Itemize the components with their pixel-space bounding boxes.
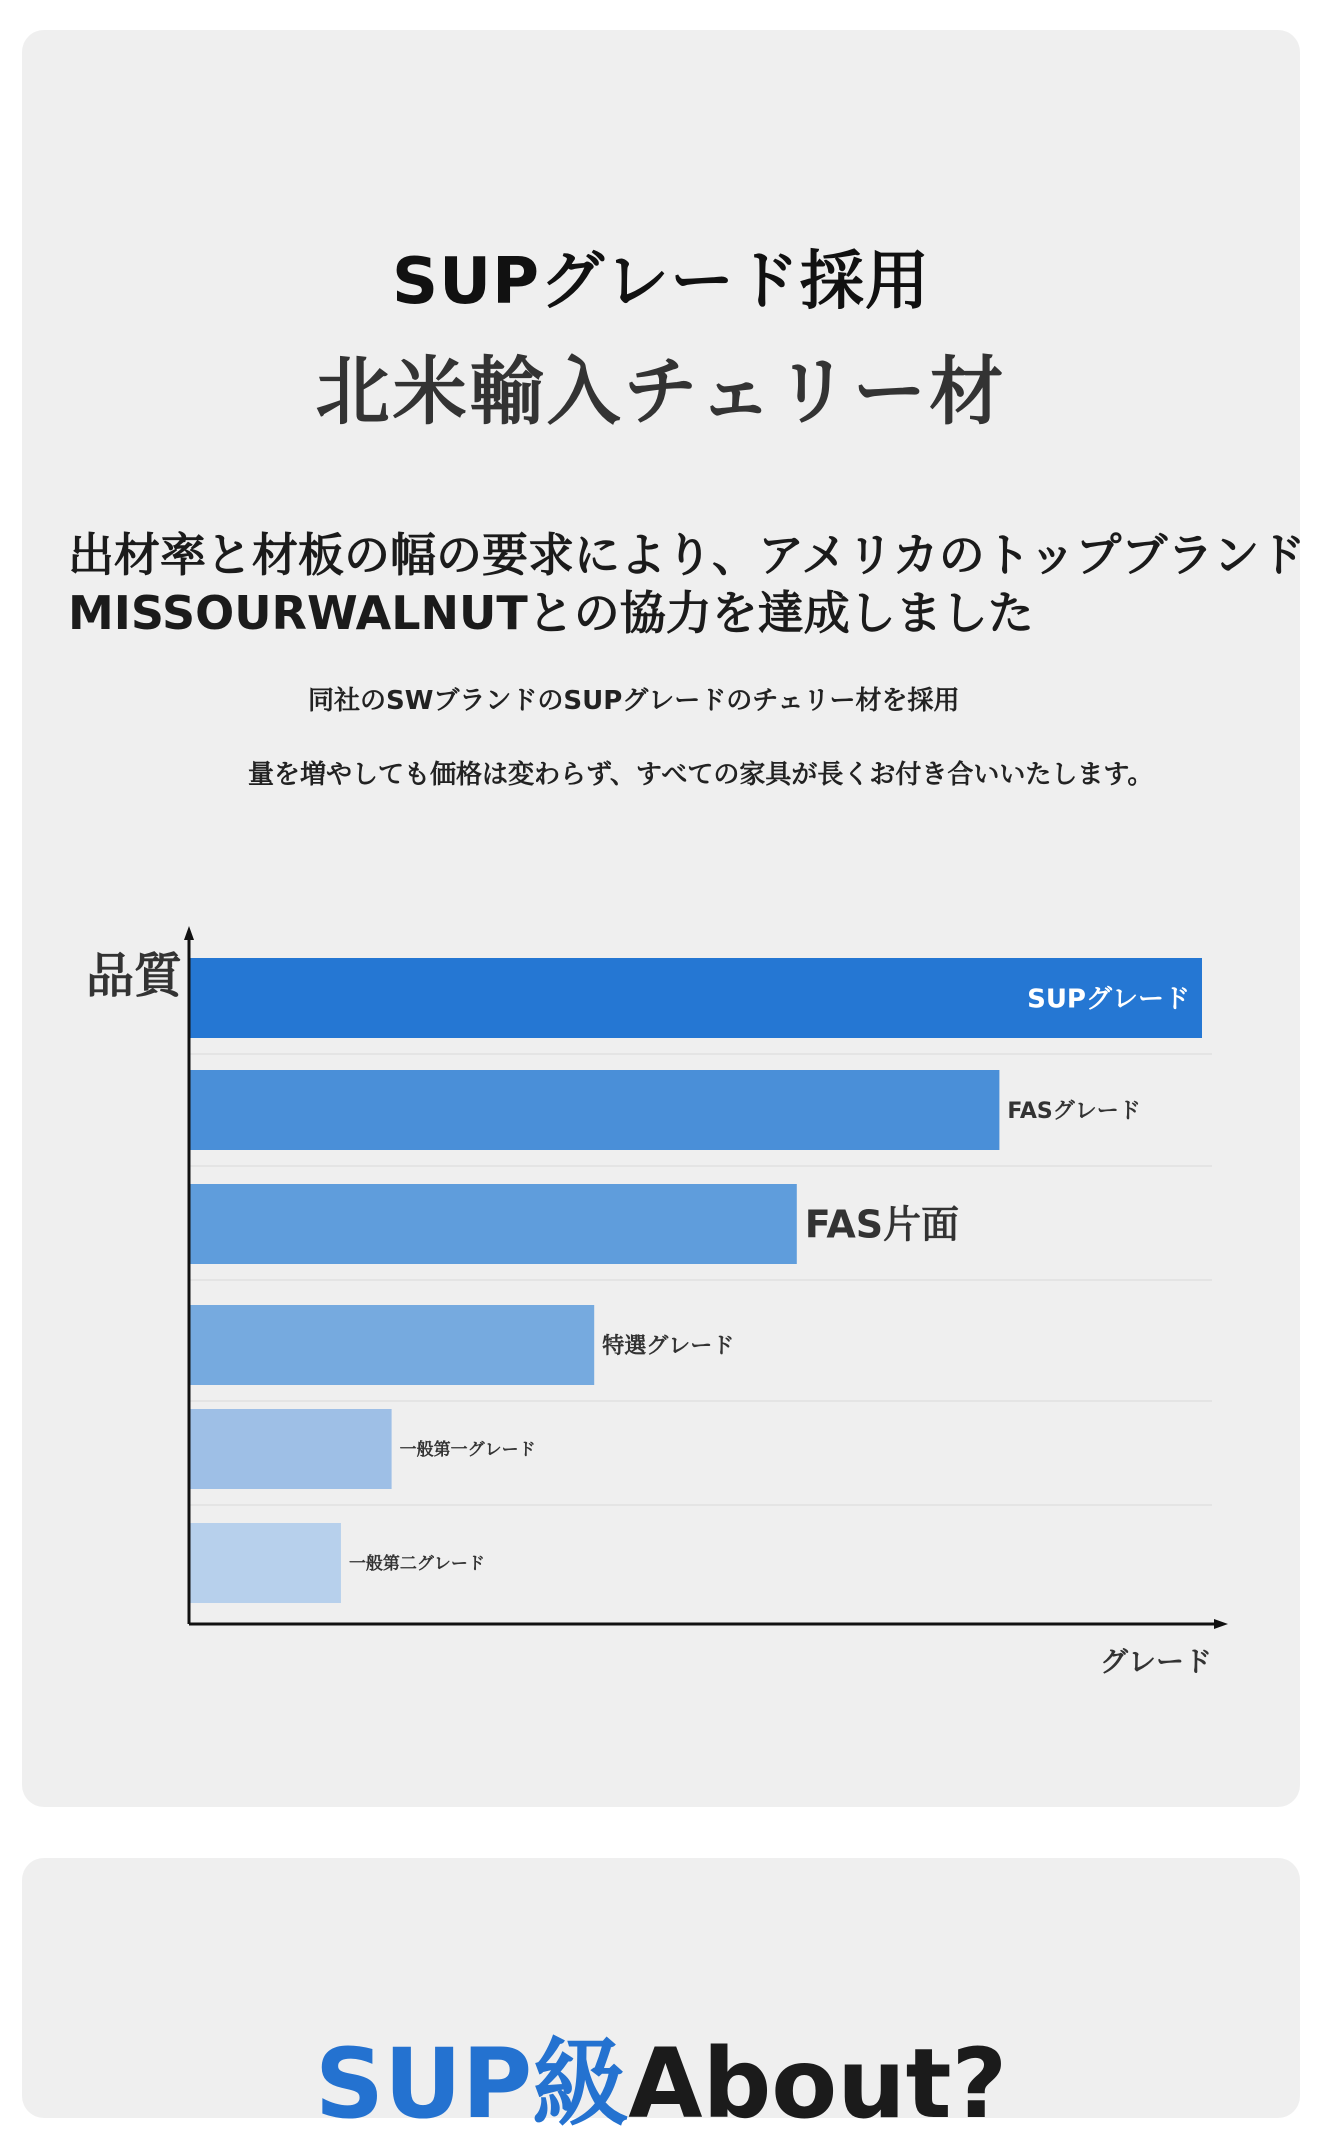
description-subtext-1: 同社のSWブランドのSUPグレードのチェリー材を採用 (308, 686, 960, 716)
bar-4 (189, 1305, 594, 1385)
section-title (22, 2008, 1300, 2145)
bar-3 (189, 1184, 797, 1264)
bar-label-2: FASグレード (1007, 1098, 1141, 1124)
title-line-1: SUPグレード採用 (392, 245, 930, 319)
bar-label-6: 一般第二グレード (348, 1554, 485, 1575)
y-axis-label: 品質 (86, 948, 183, 1004)
x-axis-label: グレード (1099, 1645, 1212, 1678)
x-axis-arrow (1214, 1619, 1228, 1629)
grade-info-card (22, 30, 1306, 1807)
bar-5 (189, 1409, 392, 1489)
bar-6 (189, 1523, 341, 1603)
bar-label-5: 一般第一グレード (399, 1440, 536, 1461)
description-subtext-2: 量を増やしても価格は変わらず、すべての家具が長くお付き合いいたします。 (248, 760, 1154, 790)
bar-label-1: SUPグレード (1027, 984, 1190, 1015)
section-title-accent: SUP級 (314, 2028, 629, 2140)
description-heading: 出材率と材板の幅の要求により、アメリカのトップブランドMISSOURWALNUTとの協力を達成しました (68, 528, 1306, 640)
y-axis-arrow (184, 926, 194, 940)
title-line-2: 北米輸入チェリー材 (315, 349, 1007, 435)
bar-label-3: FAS片面 (804, 1202, 960, 1247)
section-title-rest: About? (628, 2028, 1008, 2140)
bar-label-4: 特選グレード (602, 1333, 735, 1359)
bar-2 (189, 1070, 999, 1150)
next-section-card (22, 1858, 1300, 2140)
grade-quality-chart (22, 890, 1300, 1710)
